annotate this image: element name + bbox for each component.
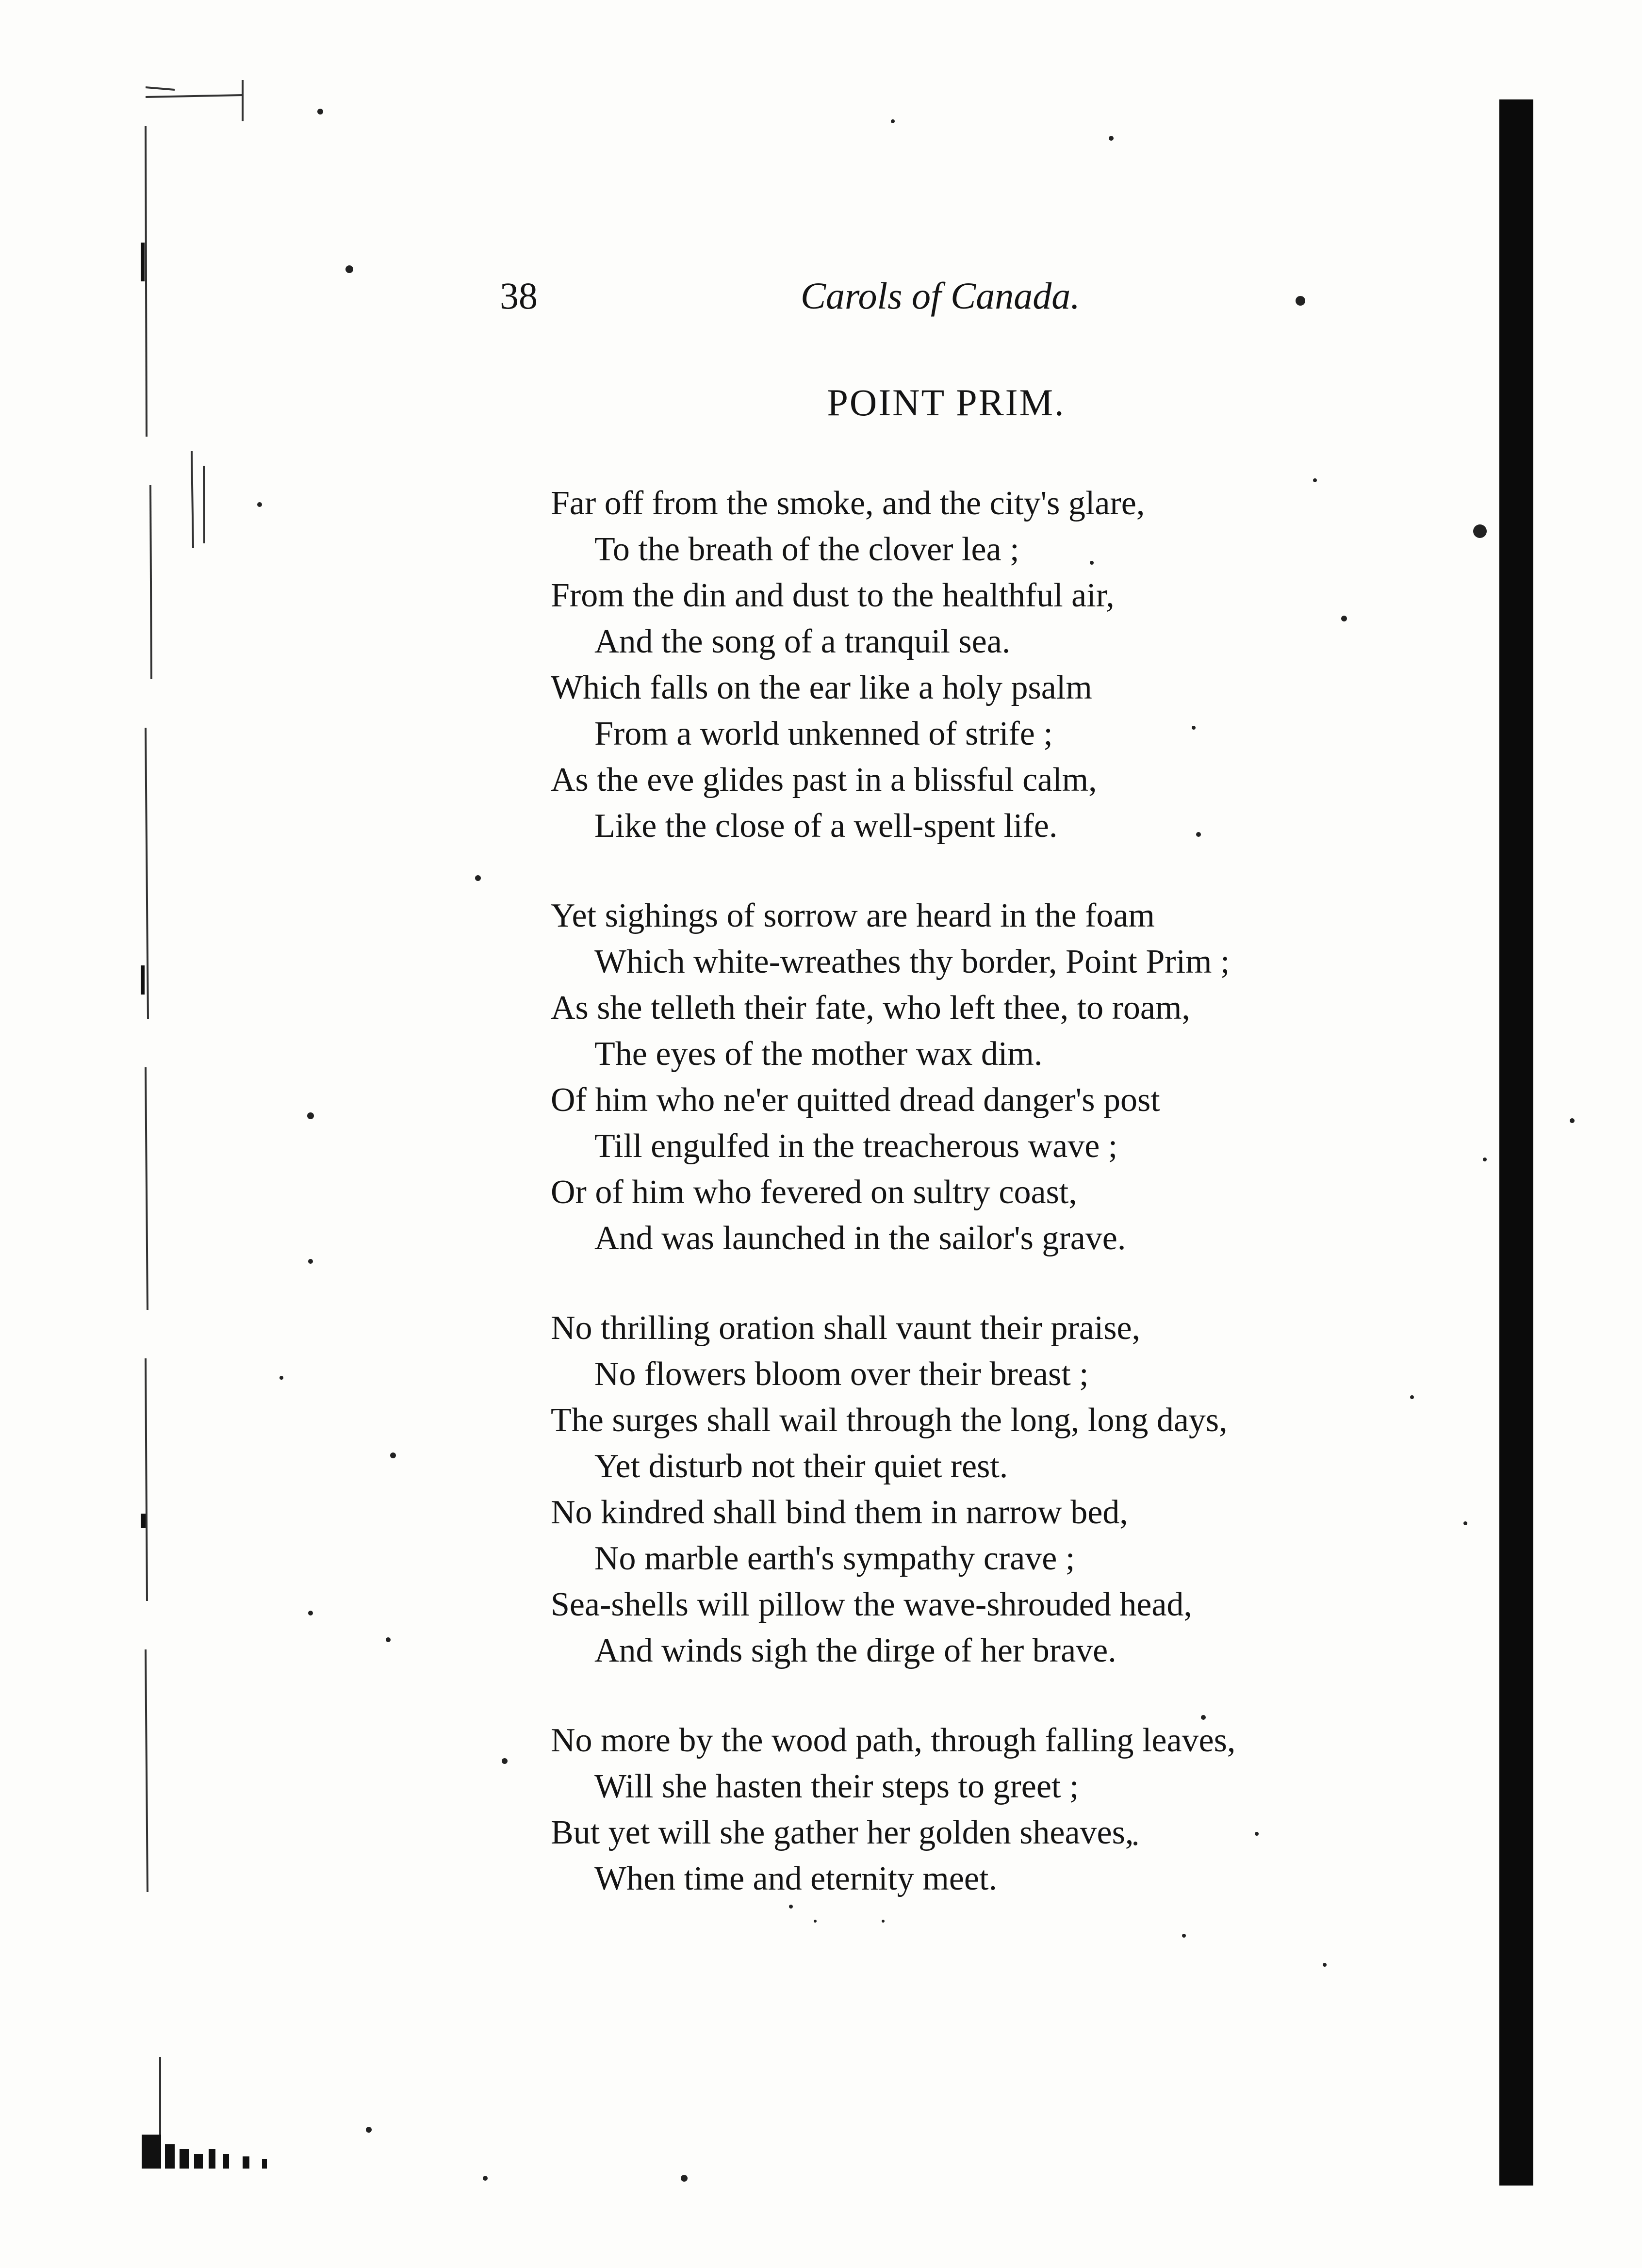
poem-line: But yet will she gather her golden sheaves, [551, 1814, 1134, 1851]
poem-line: Will she hasten their steps to greet ; [594, 1768, 1079, 1805]
poem-line: No thrilling oration shall vaunt their praise, [551, 1309, 1141, 1347]
poem-line: Which white-wreathes thy border, Point Prim ; [594, 943, 1230, 980]
poem-line: To the breath of the clover lea ; [594, 531, 1019, 568]
poem-line: The eyes of the mother wax dim. [594, 1035, 1043, 1073]
poem-line: And the song of a tranquil sea. [594, 623, 1011, 660]
stanza-gap [551, 1261, 1473, 1305]
poem-line: Yet sighings of sorrow are heard in the foam [551, 897, 1155, 934]
poem-line: Of him who ne'er quitted dread danger's post [551, 1081, 1160, 1119]
poem-line: No marble earth's sympathy crave ; [594, 1540, 1075, 1577]
poem-line: When time and eternity meet. [594, 1860, 997, 1897]
poem-line: From the din and dust to the healthful air, [551, 577, 1115, 614]
poem-title: POINT PRIM. [827, 381, 1066, 424]
poem-line: As the eve glides past in a blissful calm, [551, 761, 1097, 799]
poem-line: Sea-shells will pillow the wave-shrouded head, [551, 1586, 1192, 1623]
poem-line: Like the close of a well-spent life. [594, 807, 1058, 845]
page-number: 38 [500, 275, 538, 317]
poem-line: As she telleth their fate, who left thee, to roam, [551, 989, 1190, 1027]
poem-line: And winds sigh the dirge of her brave. [594, 1632, 1117, 1669]
stanza [551, 1717, 1473, 1902]
poem-line: Till engulfed in the treacherous wave ; [594, 1127, 1118, 1165]
stanza [551, 893, 1473, 1261]
poem-line: From a world unkenned of strife ; [594, 715, 1053, 752]
poem-line: Far off from the smoke, and the city's glare, [551, 485, 1145, 522]
page-header [500, 272, 1373, 330]
poem-line: Which falls on the ear like a holy psalm [551, 669, 1092, 706]
stanza [551, 1305, 1473, 1674]
poem-line: Yet disturb not their quiet rest. [594, 1448, 1008, 1485]
stanza [551, 480, 1473, 849]
stanza-gap [551, 1674, 1473, 1717]
poem-line: And was launched in the sailor's grave. [594, 1220, 1126, 1257]
page-edge-shadow [1499, 99, 1533, 2186]
poem-line: No kindred shall bind them in narrow bed, [551, 1494, 1128, 1531]
running-title: Carols of Canada. [801, 275, 1080, 317]
poem-line: No flowers bloom over their breast ; [594, 1355, 1089, 1393]
poem-line: Or of him who fevered on sultry coast, [551, 1174, 1077, 1211]
poem-body [551, 480, 1473, 1902]
poem-line: The surges shall wail through the long, long days, [551, 1402, 1228, 1439]
stanza-gap [551, 849, 1473, 893]
poem-line: No more by the wood path, through falling leaves, [551, 1722, 1236, 1759]
